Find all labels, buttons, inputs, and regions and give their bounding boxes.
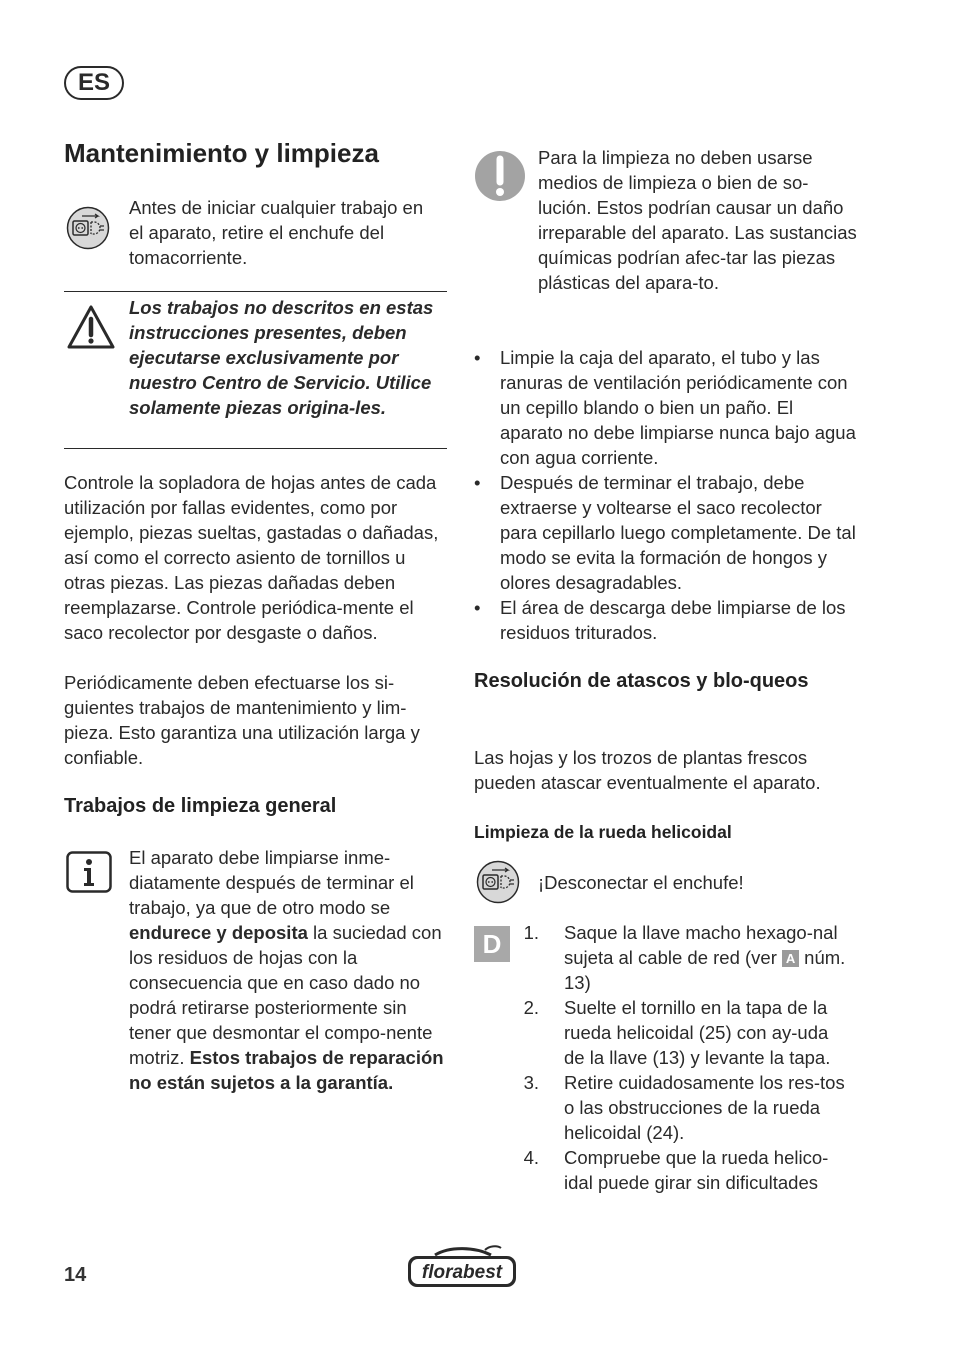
list-item-text: Después de terminar el trabajo, debe extraerse y voltearse el saco recolector para cepillarlo luego completamente. De tal modo se evita la formación de hongos y olores desagradables. bbox=[500, 472, 856, 593]
steps-list bbox=[521, 920, 851, 1195]
info-text bbox=[129, 845, 447, 1095]
step-number: 3. bbox=[523, 1072, 539, 1093]
figure-ref-badge: A bbox=[782, 950, 799, 967]
list-item bbox=[521, 1070, 851, 1145]
helix-heading: Limpieza de la rueda helicoidal bbox=[474, 822, 732, 842]
step-text: Retire cuidadosamente los res-tos o las obstrucciones de la rueda helicoidal (24). bbox=[564, 1072, 845, 1143]
info-text-part1: El aparato debe limpiarse inme-diatamente después de terminar el trabajo, ya que de otro modo se bbox=[129, 847, 414, 918]
divider-bottom bbox=[64, 448, 447, 449]
plug-icon bbox=[66, 206, 110, 250]
step-text: Suelte el tornillo en la tapa de la rueda helicoidal (25) con ay-uda de la llave (13) y levante la tapa. bbox=[564, 997, 831, 1068]
check-paragraph: Controle la sopladora de hojas antes de cada utilización por fallas evidentes, como por ejemplo, piezas sueltas, gastadas o dañadas, así como el correcto asiento de tornillos u otras piezas. Las piezas dañadas deben reemplazarse. Controle periódica-mente el saco recolector por desgaste o daños. bbox=[64, 472, 439, 643]
brand-wordmark: florabest bbox=[421, 1262, 503, 1283]
step-text: núm. 13) bbox=[564, 947, 846, 993]
warning-text: Los trabajos no descritos en estas instrucciones presentes, deben ejecutarse exclusivamente por nuestro Centro de Servicio. Utilice solamente piezas origina-les. bbox=[129, 297, 434, 418]
list-item bbox=[521, 995, 851, 1070]
list-item bbox=[521, 920, 851, 995]
bullet-dot: • bbox=[474, 597, 481, 618]
step-text: Saque la llave macho hexago-nal sujeta al cable de red (ver bbox=[564, 922, 838, 968]
general-cleaning-heading: Trabajos de limpieza general bbox=[64, 795, 337, 817]
page-title: Mantenimiento y limpieza bbox=[64, 138, 379, 168]
page-number: 14 bbox=[64, 1264, 87, 1286]
list-item-text: El área de descarga debe limpiarse de los residuos triturados. bbox=[500, 597, 846, 643]
step-text: Compruebe que la rueda helico-idal puede girar sin dificultades bbox=[564, 1147, 829, 1193]
list-item bbox=[474, 345, 858, 470]
cleaning-bullet-list bbox=[474, 345, 858, 645]
bullet-dot: • bbox=[474, 347, 481, 368]
step-number: 1. bbox=[523, 922, 539, 943]
figure-badge: D bbox=[474, 926, 510, 962]
info-text-bold1: endurece y deposita bbox=[129, 922, 308, 943]
exclamation-icon bbox=[474, 150, 526, 202]
divider-top bbox=[64, 291, 447, 292]
brand-logo bbox=[405, 1244, 519, 1290]
info-icon bbox=[66, 851, 112, 893]
list-item bbox=[521, 1145, 851, 1195]
bullet-dot: • bbox=[474, 472, 481, 493]
jam-paragraph: Las hojas y los trozos de plantas frescos pueden atascar eventualmente el aparato. bbox=[474, 747, 821, 793]
info-text-part2: la suciedad con los residuos de hojas con la consecuencia que en caso dado no podrá retirarse posteriormente sin tener que desmontar el compo-nente motriz. bbox=[129, 922, 442, 1068]
list-item-text: Limpie la caja del aparato, el tubo y las ranuras de ventilación periódicamente con un cepillo blando o bien un paño. El aparato no debe limpiarse nunca bajo agua con agua corriente. bbox=[500, 347, 856, 468]
language-badge: ES bbox=[64, 66, 124, 100]
list-item bbox=[474, 470, 858, 595]
unplug-note: Antes de iniciar cualquier trabajo en el aparato, retire el enchufe del tomacorriente. bbox=[129, 197, 424, 268]
jam-heading: Resolución de atascos y blo-queos bbox=[474, 670, 809, 692]
plug-icon bbox=[476, 860, 520, 904]
step-number: 2. bbox=[523, 997, 539, 1018]
disconnect-note: ¡Desconectar el enchufe! bbox=[538, 872, 744, 893]
info-text-bold2: Estos trabajos de reparación no están sujetos a la garantía. bbox=[129, 1047, 444, 1093]
caution-text: Para la limpieza no deben usarse medios de limpieza o bien de so-lución. Estos podrían causar un daño irreparable del aparato. Las sustancias químicas podrían afec-tar las piezas plásticas del apara-to. bbox=[538, 147, 857, 293]
warning-triangle-icon bbox=[66, 304, 116, 350]
list-item bbox=[474, 595, 858, 645]
periodic-paragraph: Periódicamente deben efectuarse los si-guientes trabajos de mantenimiento y lim-pieza. Esto garantiza una utilización larga y confiable. bbox=[64, 672, 420, 768]
step-number: 4. bbox=[523, 1147, 539, 1168]
